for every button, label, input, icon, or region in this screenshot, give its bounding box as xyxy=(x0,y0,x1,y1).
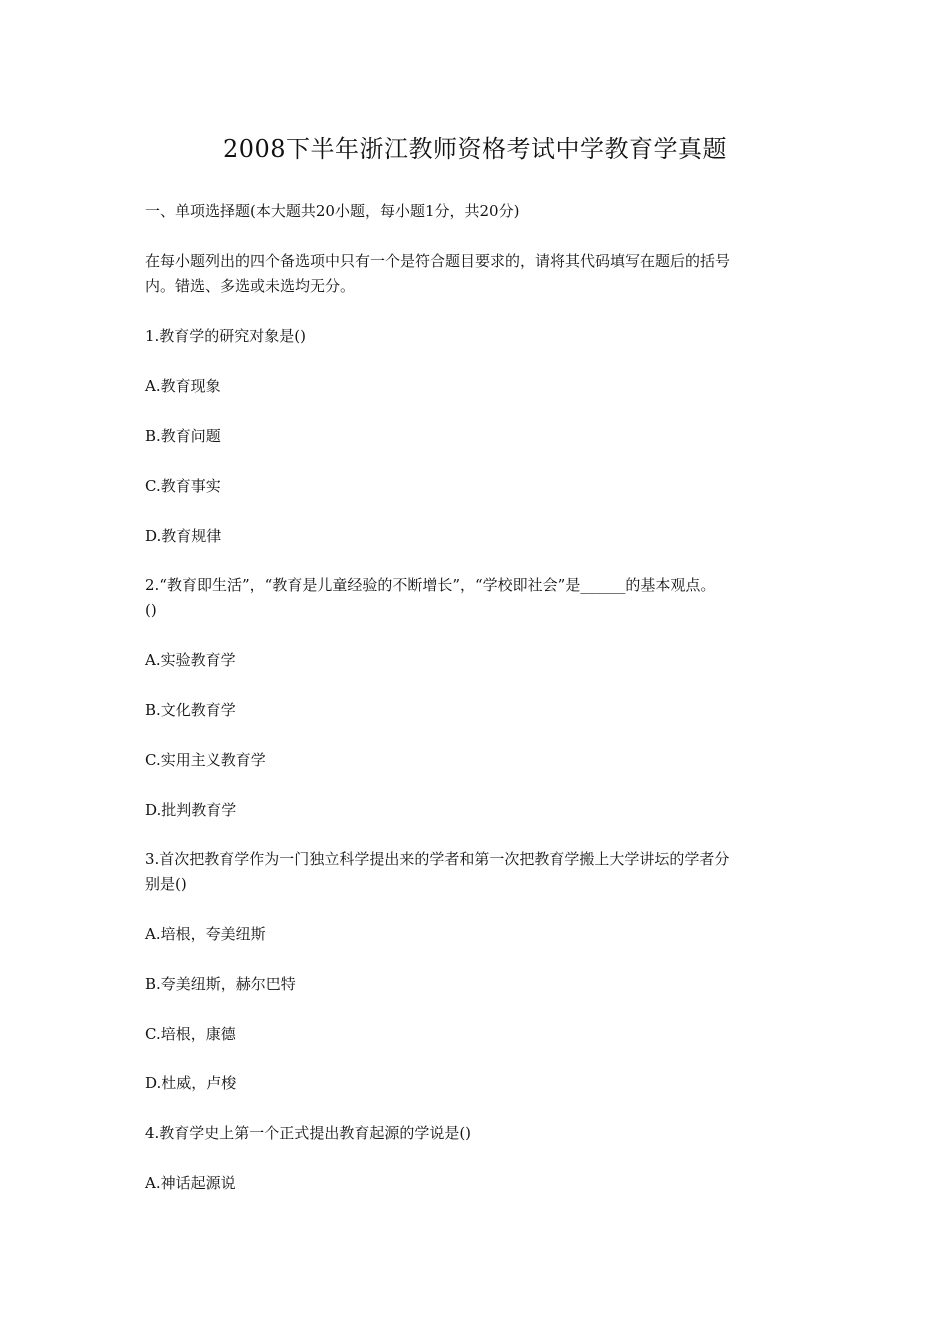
question-3-option-a: A.培根，夸美纽斯 xyxy=(145,925,266,943)
question-1-option-d: D.教育规律 xyxy=(145,527,222,545)
question-4-stem: 4.教育学史上第一个正式提出教育起源的学说是() xyxy=(145,1124,472,1142)
question-3-option-c: C.培根，康德 xyxy=(145,1025,236,1043)
question-3-stem-line-2: 别是() xyxy=(145,875,187,893)
instructions-line-2: 内。错选、多选或未选均无分。 xyxy=(145,277,356,295)
question-3-stem-line-1: 3.首次把教育学作为一门独立科学提出来的学者和第一次把教育学搬上大学讲坛的学者分 xyxy=(145,850,730,868)
question-2-option-a: A.实验教育学 xyxy=(145,651,236,669)
question-2-option-b: B.文化教育学 xyxy=(145,701,236,719)
question-2-stem-line-1: 2.“教育即生活”，“教育是儿童经验的不断增长”，“学校即社会”是______的基本观点。 xyxy=(145,576,716,594)
question-4-option-a: A.神话起源说 xyxy=(145,1174,236,1192)
question-1-option-c: C.教育事实 xyxy=(145,477,221,495)
question-3-option-d: D.杜威，卢梭 xyxy=(145,1074,237,1092)
question-1-option-b: B.教育问题 xyxy=(145,427,221,445)
question-2-option-d: D.批判教育学 xyxy=(145,801,237,819)
question-2-stem-line-2: () xyxy=(145,601,157,619)
question-3-option-b: B.夸美纽斯，赫尔巴特 xyxy=(145,975,296,993)
section-heading: 一、单项选择题(本大题共20小题，每小题1分，共20分) xyxy=(145,202,520,220)
question-2-option-c: C.实用主义教育学 xyxy=(145,751,266,769)
question-1-option-a: A.教育现象 xyxy=(145,377,221,395)
instructions-line-1: 在每小题列出的四个备选项中只有一个是符合题目要求的，请将其代码填写在题后的括号 xyxy=(145,252,731,270)
document-title: 2008下半年浙江教师资格考试中学教育学真题 xyxy=(222,135,728,163)
question-1-stem: 1.教育学的研究对象是() xyxy=(145,327,307,345)
